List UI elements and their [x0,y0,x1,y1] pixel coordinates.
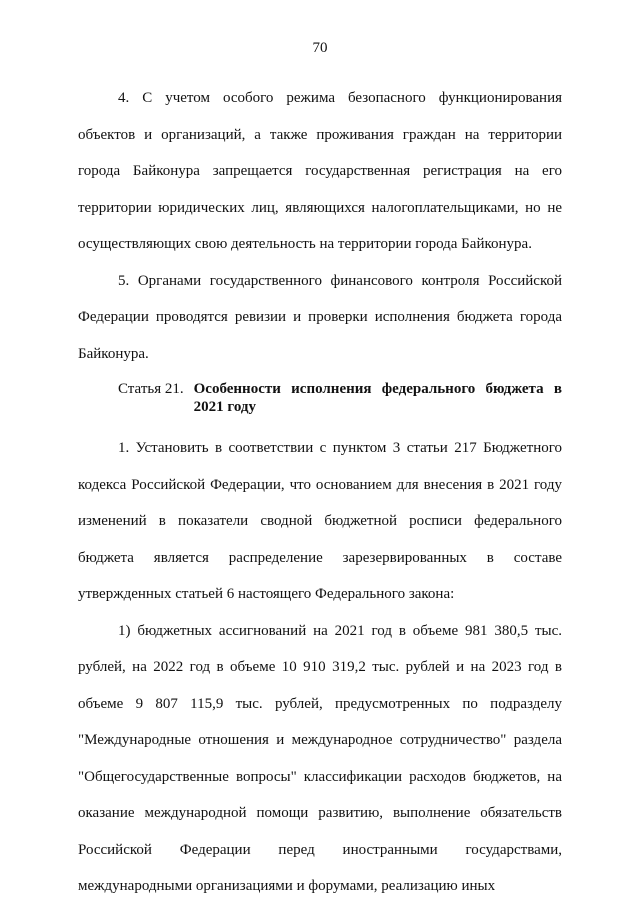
paragraph-article21-1-1: 1) бюджетных ассигнований на 2021 год в объеме 981 380,5 тыс. рублей, на 2022 год в объеме 10 910 319,2 тыс. рублей и на 2023 год в объеме 9 807 115,9 тыс. рублей, предусмотренных по подразделу "Международные отношения и международное сотрудничество" раздела "Общегосударственные вопросы" классификации расходов бюджетов, на оказание международной помощи развитию, выполнение обязательств Российской Федерации перед иностранными государствами, международными организациями и форумами, реализацию иных [78,622,562,894]
document-body [78,80,562,905]
paragraph-5: 5. Органами государственного финансового контроля Российской Федерации проводятся ревизии и проверки исполнения бюджета города Байконура. [78,272,562,362]
article-label: Статья 21. [118,381,184,397]
article-title: Особенности исполнения федерального бюджета в 2021 году [193,381,562,415]
page-number: 70 [312,40,328,56]
paragraph-article21-1: 1. Установить в соответствии с пунктом 3 статьи 217 Бюджетного кодекса Российской Федерации, что основанием для внесения в 2021 году изменений в показатели сводной бюджетной росписи федерального бюджета является распределение зарезервированных в составе утвержденных статьей 6 настоящего Федерального закона: [78,440,562,602]
paragraph-4: 4. С учетом особого режима безопасного функционирования объектов и организаций, а также проживания граждан на территории города Байконура запрещается государственная регистрация на его территории юридических лиц, являющихся налогоплательщиками, но не осуществляющих свою деятельность на территории города Байконура. [78,90,562,252]
article-heading [78,380,562,416]
